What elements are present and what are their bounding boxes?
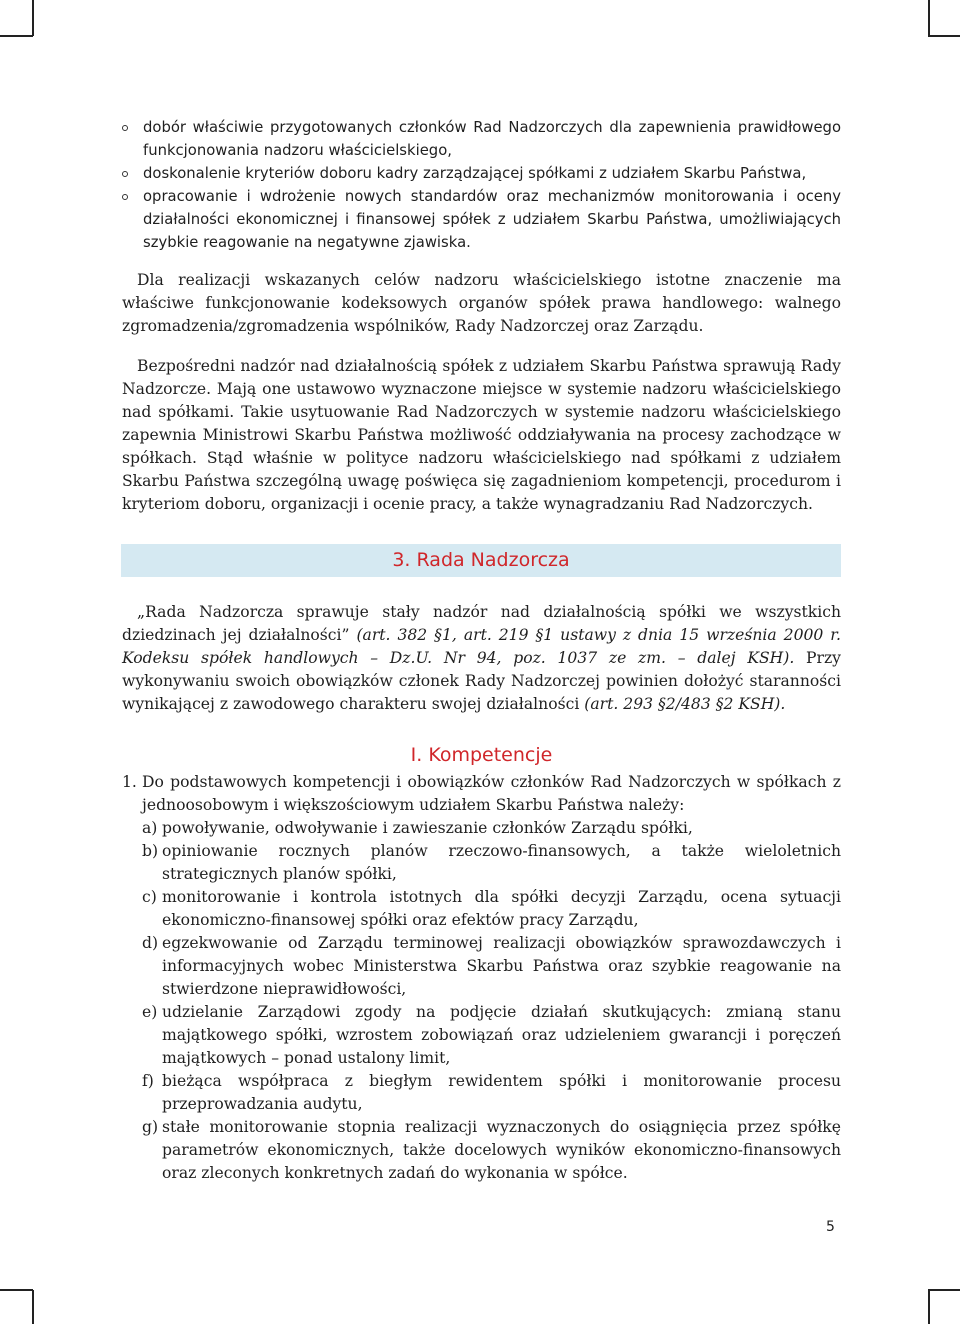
list-item: f) bieżąca współpraca z biegłym rewidentem spółki i monitorowanie procesu przeprowadzania audytu, bbox=[142, 1072, 841, 1113]
crop-mark bbox=[928, 35, 960, 37]
list-item: e) udzielanie Zarządowi zgody na podjęcie działań skutkujących: zmianą stanu majątkowego spółki, wzrostem zobowiązań oraz udzieleniem gwarancji i poręczeń majątkowych – ponad ustalony limit, bbox=[142, 1003, 841, 1067]
page-number: 5 bbox=[826, 1219, 835, 1235]
crop-mark bbox=[0, 1289, 33, 1291]
list-item: b) opiniowanie rocznych planów rzeczowo-finansowych, a także wieloletnich strategicznych planów spółki, bbox=[142, 842, 841, 883]
section-heading bbox=[121, 544, 841, 577]
list-item: d) egzekwowanie od Zarządu terminowej realizacji obowiązków sprawozdawczych i informacyjnych wobec Ministerstwa Skarbu Państwa oraz szybkie reagowanie na stwierdzone nieprawidłowości, bbox=[142, 934, 841, 998]
list-item: opracowanie i wdrożenie nowych standardów oraz mechanizmów monitorowania i oceny działalności ekonomicznej i finansowej spółek z udziałem Skarbu Państwa, umożliwiających szybkie reagowanie na negatywne zjawiska. bbox=[122, 185, 841, 254]
list-item: doskonalenie kryteriów doboru kadry zarządzającej spółkami z udziałem Skarbu Państwa, bbox=[122, 162, 841, 185]
numbered-item bbox=[122, 771, 841, 1185]
crop-mark bbox=[928, 1289, 960, 1291]
crop-mark bbox=[928, 0, 930, 36]
bullet-icon bbox=[122, 171, 128, 177]
list-item: a) powoływanie, odwoływanie i zawieszanie członków Zarządu spółki, bbox=[142, 819, 693, 837]
bullet-list bbox=[122, 116, 841, 254]
page-content bbox=[122, 116, 841, 1185]
crop-mark bbox=[928, 1290, 930, 1324]
list-item: g) stałe monitorowanie stopnia realizacji wyznaczonych do osiągnięcia przez spółkę parametrów ekonomicznych, także docelowych wyników ekonomiczno-finansowych oraz zleconych konkretnych zadań do wykonania w spółce. bbox=[142, 1118, 841, 1182]
bullet-icon bbox=[122, 125, 128, 131]
body-paragraph: Bezpośredni nadzór nad działalnością spółek z udziałem Skarbu Państwa sprawują Rady Nadzorcze. Mają one ustawowo wyznaczone miejsce w systemie nadzoru właścicielskiego nad spółkami. Takie usytuowanie Rad Nadzorczych w systemie nadzoru właścicielskiego zapewnia Ministrowi Skarbu Państwa możliwość oddziaływania na procesy zachodzące w spółkach. Stąd właśnie w polityce nadzoru właścicielskiego nad spółkami z udziałem Skarbu Państwa szczególną uwagę poświęca się zagadnieniom kompetencji, procedurom i kryteriom doboru, organizacji i ocenie pracy, a także wynagradzaniu Rad Nadzorczych. bbox=[122, 357, 841, 513]
section-title: 3. Rada Nadzorcza bbox=[392, 549, 570, 571]
item-number: 1. bbox=[122, 773, 137, 791]
bullet-icon bbox=[122, 194, 128, 200]
list-item: dobór właściwie przygotowanych członków Rad Nadzorczych dla zapewnienia prawidłowego funkcjonowania nadzoru właścicielskiego, bbox=[122, 116, 841, 162]
legal-reference: (art. 293 §2/483 §2 KSH). bbox=[579, 695, 786, 713]
crop-mark bbox=[0, 35, 33, 37]
subsection-title: I. Kompetencje bbox=[410, 744, 553, 766]
crop-mark bbox=[32, 1290, 34, 1324]
item-intro: Do podstawowych kompetencji i obowiązków członków Rad Nadzorczych w spółkach z jednoosobowym i większościowym udziałem Skarbu Państwa należy: bbox=[142, 773, 841, 814]
crop-mark bbox=[32, 0, 34, 36]
legal-reference: (art. 382 §1, art. 219 §1 ustawy z dnia 15 września 2000 r. Kodeksu spółek handlowych – Dz.U. Nr 94, poz. 1037 ze zm. – dalej KSH). bbox=[122, 626, 841, 667]
body-paragraph: Dla realizacji wskazanych celów nadzoru właścicielskiego istotne znaczenie ma właściwe funkcjonowanie kodeksowych organów spółek prawa handlowego: walnego zgromadzenia/zgromadzenia wspólników, Rady Nadzorczej oraz Zarządu. bbox=[122, 271, 841, 335]
quote-paragraph: „Rada Nadzorcza sprawuje stały nadzór nad działalnością spółki we wszystkich dziedzinach jej działalności” (art. 382 §1, art. 219 §1 ustawy z dnia 15 września 2000 r. Kodeksu spółek handlowych – Dz.U. Nr 94, poz. 1037 ze zm. – dalej KSH). Przy wykonywaniu swoich obowiązków członek Rady Nadzorczej powinien dołożyć staranności wynikającej z zawodowego charakteru swojej działalności (art. 293 §2/483 §2 KSH). bbox=[122, 603, 841, 713]
competence-list bbox=[142, 817, 841, 1185]
list-item: c) monitorowanie i kontrola istotnych dla spółki decyzji Zarządu, ocena sytuacji ekonomiczno-finansowej spółki oraz efektów pracy Zarządu, bbox=[142, 888, 841, 929]
